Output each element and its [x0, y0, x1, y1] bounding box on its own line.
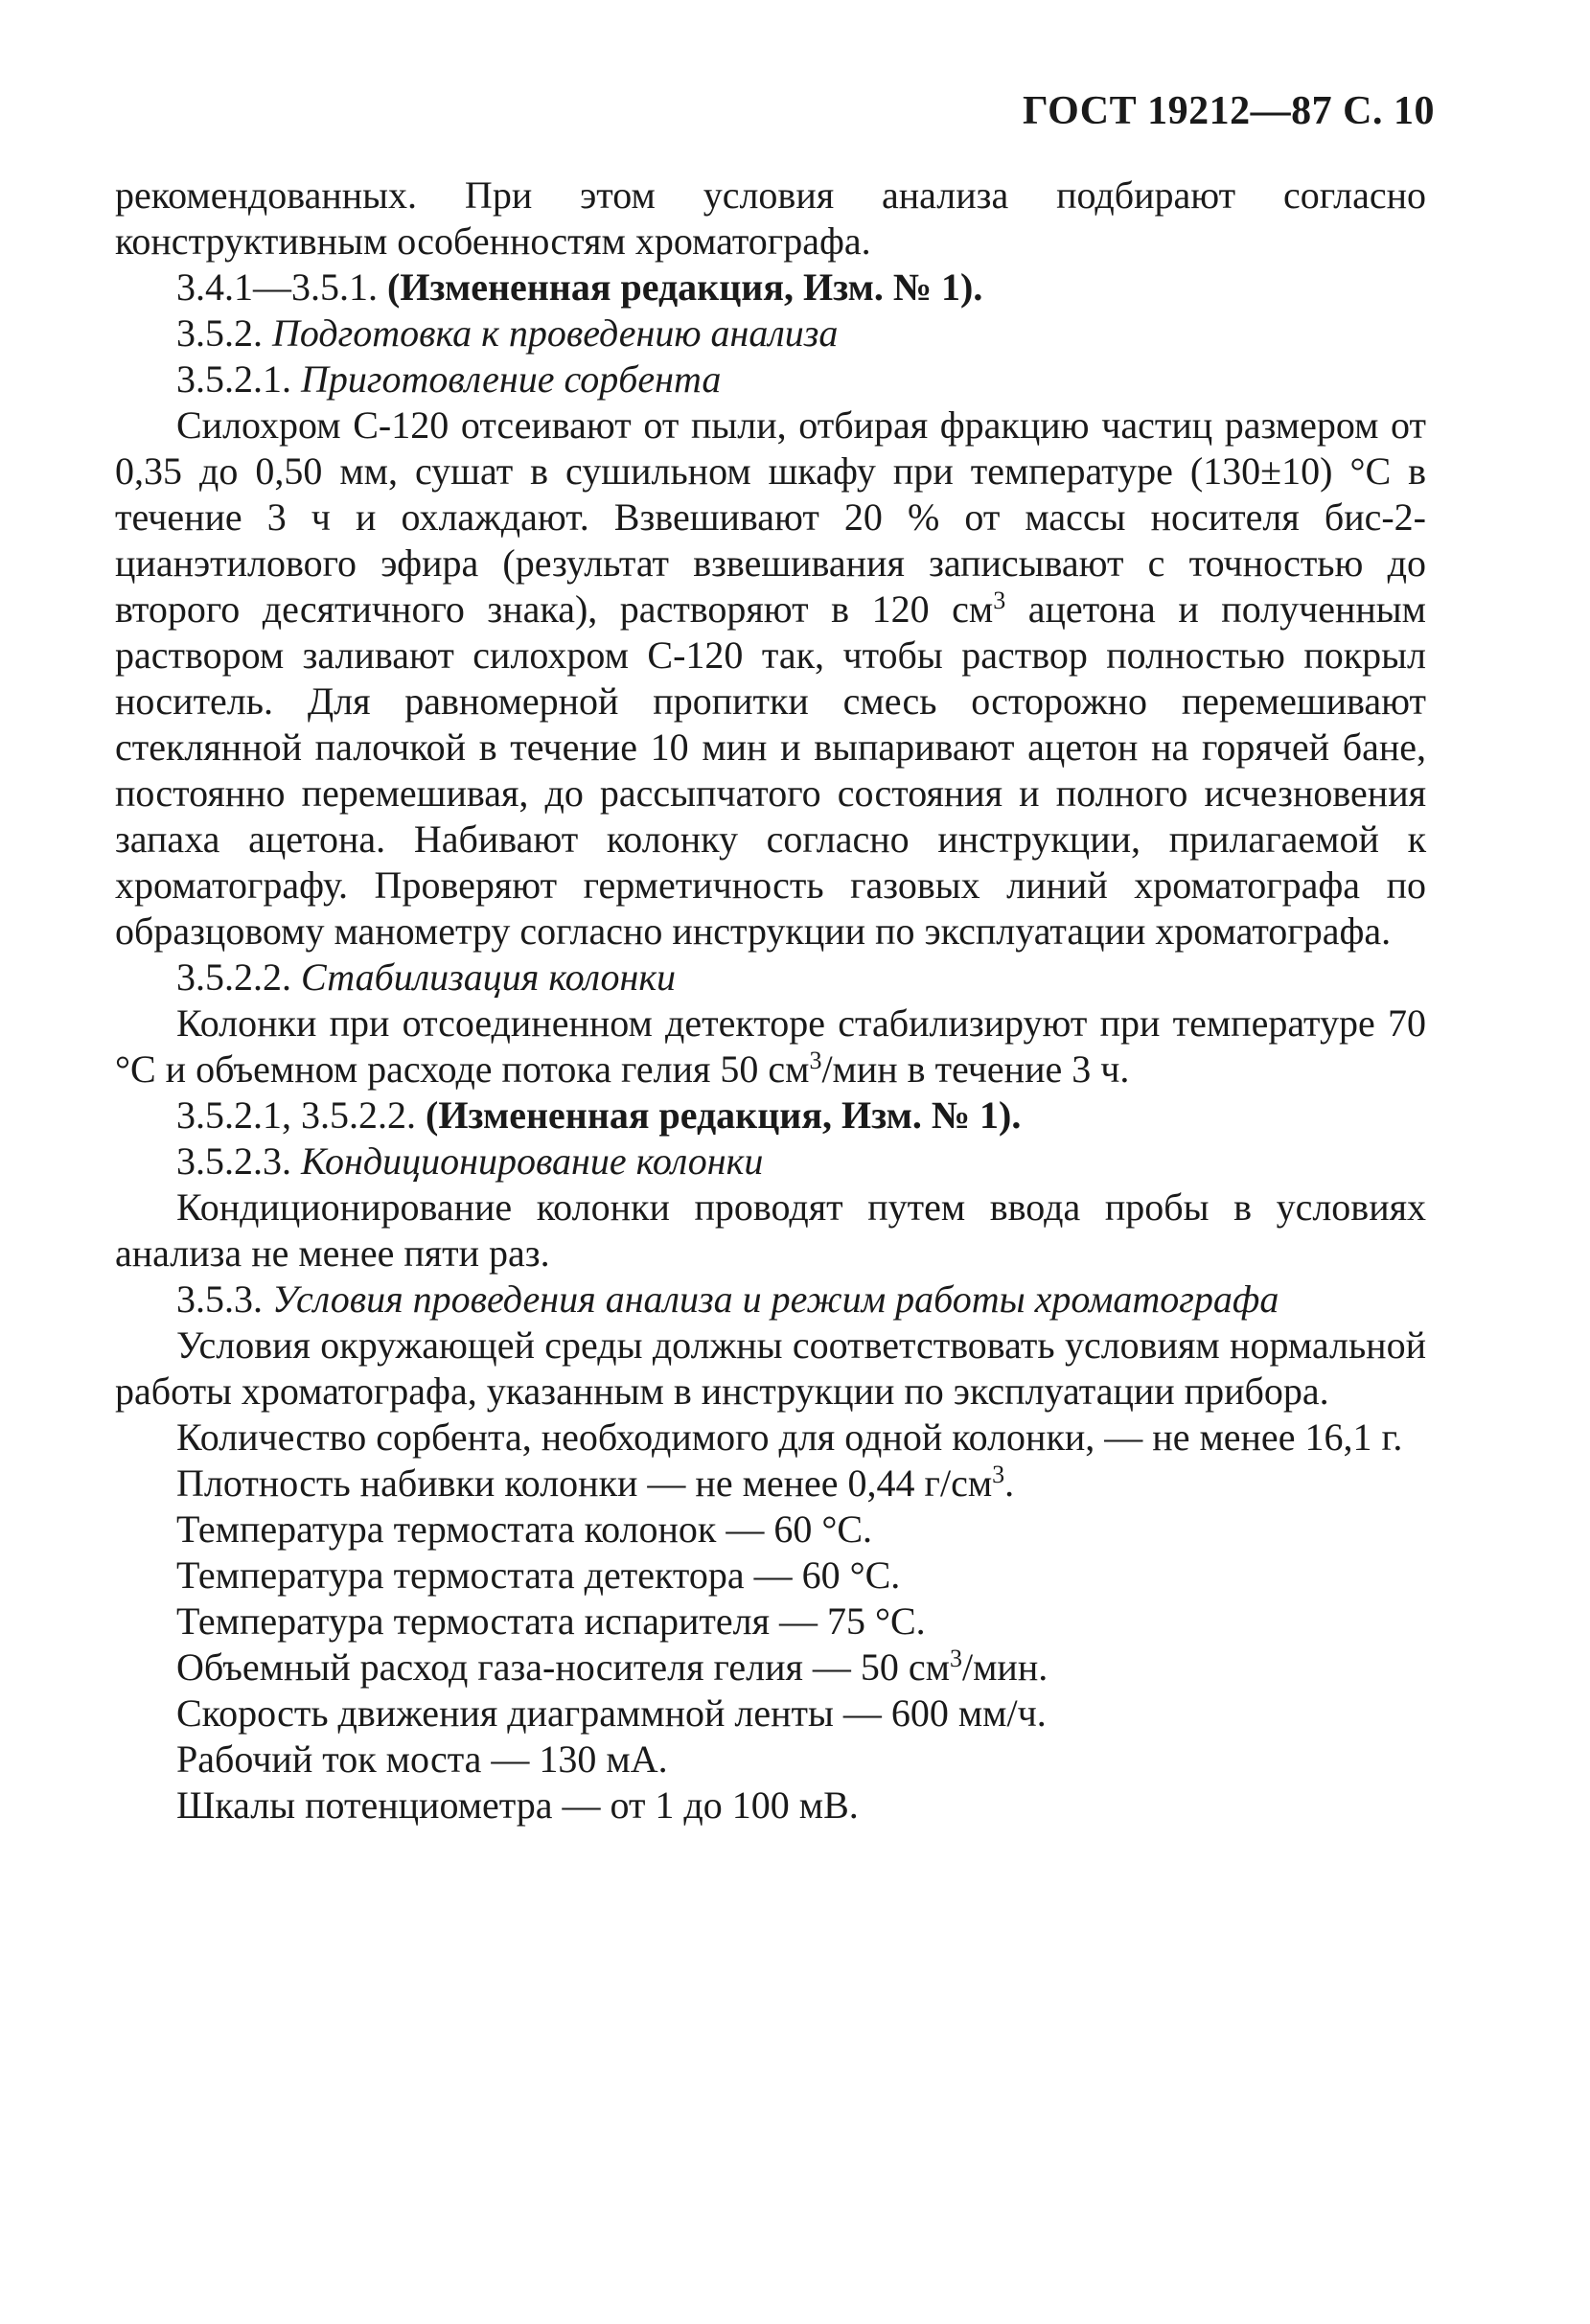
amendment-note — [115, 1093, 1426, 1139]
paragraph-text: Кондиционирование колонки проводят путем ввода пробы в условиях анализа не менее пяти раз. — [115, 1185, 1426, 1275]
parameter-line — [115, 1553, 1426, 1599]
parameter-line — [115, 1783, 1426, 1829]
superscript: 3 — [950, 1645, 962, 1672]
parameter-line — [115, 1599, 1426, 1645]
clause-heading — [115, 955, 1426, 1001]
superscript: 3 — [809, 1047, 822, 1074]
clause-heading — [115, 311, 1426, 357]
clause-title: Подготовка к проведению анализа — [272, 311, 839, 355]
paragraph-text: ацетона и полученным раствором заливают силохром С-120 так, чтобы раствор полностью покрыл носитель. Для равномерной пропитки смесь осторожно перемешивают стеклянной палочкой в течение 10 мин и выпаривают ацетон на горячей бане, постоянно перемешивая, до рассыпчатого состояния и полного исчезновения запаха ацетона. Набивают колонку согласно инструкции, прилагаемой к хроматографу. Проверяют герметичность газовых линий хроматографа по образцовому манометру согласно инструкции по эксплуатации хроматографа. — [115, 587, 1426, 953]
page-header: ГОСТ 19212—87 С. 10 — [1022, 89, 1435, 133]
clause-title: Стабилизация колонки — [301, 955, 677, 999]
superscript: 3 — [992, 1461, 1005, 1488]
clause-number: 3.5.2.1. — [176, 357, 291, 401]
paragraph-text: Количество сорбента, необходимого для одной колонки, — не менее 16,1 г. — [176, 1415, 1403, 1459]
paragraph-sorbent-amount — [115, 1415, 1426, 1461]
paragraph-text: Температура термостата колонок — 60 °С. — [176, 1507, 873, 1551]
paragraph-text: Температура термостата детектора — 60 °С. — [176, 1553, 901, 1597]
paragraph-conditioning — [115, 1185, 1426, 1277]
amendment-text: (Измененная редакция, Изм. № 1). — [426, 1093, 1022, 1137]
amendment-note — [115, 265, 1426, 311]
clause-heading — [115, 1139, 1426, 1185]
amendment-text: (Измененная редакция, Изм. № 1). — [387, 265, 983, 309]
clause-title: Условия проведения анализа и режим работы хроматографа — [272, 1277, 1279, 1321]
paragraph-text: Объемный расход газа-носителя гелия — 50 см — [176, 1645, 950, 1689]
clause-number: 3.5.2. — [176, 311, 263, 355]
clause-number: 3.5.2.2. — [176, 955, 291, 999]
paragraph-text: . — [1004, 1461, 1015, 1505]
paragraph-text: Шкалы потенциометра — от 1 до 100 мВ. — [176, 1783, 859, 1827]
paragraph-text: /мин в течение 3 ч. — [821, 1047, 1130, 1091]
paragraph-text: Температура термостата испарителя — 75 °С. — [176, 1599, 926, 1643]
parameter-line — [115, 1691, 1426, 1737]
clause-number: 3.5.2.3. — [176, 1139, 291, 1183]
clause-number: 3.4.1—3.5.1. — [176, 265, 378, 309]
clause-number: 3.5.3. — [176, 1277, 263, 1321]
clause-heading — [115, 1277, 1426, 1323]
paragraph-text: Рабочий ток моста — 130 мА. — [176, 1737, 668, 1781]
paragraph-text: Скорость движения диаграммной ленты — 600 мм/ч. — [176, 1691, 1047, 1735]
parameter-line — [115, 1737, 1426, 1783]
parameter-line — [115, 1645, 1426, 1691]
clause-title: Кондиционирование колонки — [301, 1139, 764, 1183]
paragraph-text: Условия окружающей среды должны соответствовать условиям нормальной работы хроматографа, указанным в инструкции по эксплуатации прибора. — [115, 1323, 1426, 1413]
paragraph-text: Колонки при отсоединенном детекторе стабилизируют при температуре 70 °С и объемном расходе потока гелия 50 см — [115, 1001, 1426, 1091]
paragraph-text: Плотность набивки колонки — не менее 0,44 г/см — [176, 1461, 993, 1505]
paragraph-text: Силохром С-120 отсеивают от пыли, отбирая фракцию частиц размером от 0,35 до 0,50 мм, сушат в сушильном шкафу при температуре (130±10) °С в течение 3 ч и охлаждают. Взвешивают 20 % от массы носителя бис-2-цианэтилового эфира (результат взвешивания записывают с точностью до второго десятичного знака), растворяют в 120 см — [115, 403, 1426, 631]
clause-heading — [115, 357, 1426, 403]
parameter-line — [115, 1461, 1426, 1507]
paragraph-text: /мин. — [962, 1645, 1048, 1689]
paragraph-environment — [115, 1323, 1426, 1415]
paragraph-text: рекомендованных. При этом условия анализа подбирают согласно конструктивным особенностям хроматографа. — [115, 173, 1426, 263]
document-body — [115, 173, 1426, 1829]
parameter-line — [115, 1507, 1426, 1553]
paragraph-column-stabilization — [115, 1001, 1426, 1093]
clause-number: 3.5.2.1, 3.5.2.2. — [176, 1093, 416, 1137]
paragraph-continuation — [115, 173, 1426, 265]
clause-title: Приготовление сорбента — [301, 357, 722, 401]
superscript: 3 — [993, 587, 1006, 614]
paragraph-sorbent-preparation — [115, 403, 1426, 955]
